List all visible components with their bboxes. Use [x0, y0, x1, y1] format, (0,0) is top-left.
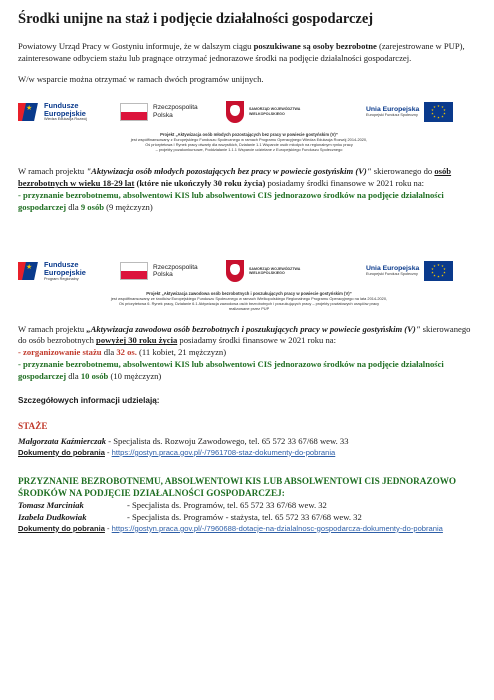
svg-text:★: ★ — [431, 266, 435, 271]
svg-text:★: ★ — [443, 107, 447, 112]
p1-target-group: osób bezrobotnych w wieku 18-29 lat — [18, 166, 452, 189]
project1-caption-line3: Oś priorytetowa I Rynek pracy otwarty dla wszystkich, Działanie 1.1 Wsparcie osób młodych na regionalnym rynku pracy — [145, 142, 353, 148]
staz-docs-link[interactable]: https://gostyn.praca.gov.pl/-/7961708-staz-dokumenty-do-pobrania — [111, 447, 336, 457]
p1-text-f: posiadamy środki finansowe w 2021 roku na: — [265, 178, 425, 189]
svg-text:★: ★ — [443, 270, 447, 275]
project1-caption-line2: jest współfinansowany z Europejskiego Funduszu Społecznego w ramach Programu Operacyjnego Wiedza Edukacja Rozwój 2014-2020, — [130, 137, 368, 143]
eu-flag-icon — [424, 261, 453, 281]
project2-caption-line4: realizowane przez PUP — [228, 306, 270, 312]
polish-flag-icon — [120, 262, 148, 280]
fe-sub: Program Regionalny — [44, 276, 79, 281]
svg-text:★: ★ — [431, 107, 435, 112]
p1-age-note: (które nie ukończyły 30 roku życia) — [134, 178, 266, 189]
pl-line2: Polska — [153, 270, 173, 278]
wielkopolska-logo-2 — [226, 260, 346, 282]
staz-heading: STAŻE — [18, 421, 48, 432]
p2-item1-breakdown: (11 kobiet, 21 mężczyzn) — [136, 347, 227, 358]
wielkopolska-logo — [226, 101, 346, 123]
staz-person-name: Małgorzata Kaźmierczak — [18, 435, 107, 446]
p2-item2-count: 10 osób — [80, 370, 109, 381]
project1-caption — [18, 132, 480, 153]
wlkp-line1: SAMORZĄD WOJEWÓDZTWA — [249, 266, 301, 271]
svg-text:★: ★ — [441, 273, 445, 278]
document-page — [18, 10, 480, 534]
logo-strip-2 — [18, 254, 480, 288]
project2-caption-line2: jest współfinansowany ze środków Europejskiego Funduszu Społecznego w ramach Wielkopolskiego Regionalnego Programu Operacyjnego na lata 2014-2020, — [110, 296, 388, 302]
p2-item2-breakdown: (10 mężczyzn) — [108, 370, 162, 381]
p1-item1-text: - przyznanie bezrobotnemu, absolwentowi KIS lub absolwentowi CIS jednorazowo środków na podjęcie działalności gospodarczej — [18, 190, 444, 212]
staz-contact — [18, 436, 480, 448]
intro-paragraph — [18, 41, 480, 65]
p2-text-a: W ramach projektu — [18, 323, 87, 334]
project1-description — [18, 166, 480, 190]
rzeczpospolita-polska-logo — [120, 103, 222, 121]
fe-line2: Europejskie — [44, 108, 86, 118]
p2-item1-text: - zorganizowanie stażu — [18, 347, 102, 358]
svg-text:★: ★ — [433, 114, 437, 119]
dotacje-person-info: - Specjalista ds. Programów - stażysta, tel. 65 572 33 67/68 wew. 32 — [127, 511, 362, 522]
project1-caption-line4: – projekty pozakonkursowe, Poddziałanie 1.1.1 Wsparcie udzielane z Europejskiego Funduszu Społecznego — [155, 147, 343, 153]
staz-person-info: - Specjalista ds. Rozwoju Zawodowego, tel. 65 572 33 67/68 wew. 33 — [106, 435, 349, 446]
wielkopolska-eagle-icon — [226, 101, 244, 123]
p2-item2-for: dla — [66, 370, 81, 381]
project2-caption-line3: Oś priorytetowa 6. Rynek pracy, Działanie 6.1 Aktywizacja zawodowa osób bezrobotnych i poszukujących pracy – projekty powiatowych urzędów pracy — [118, 301, 380, 307]
project2-item1 — [18, 347, 480, 359]
svg-text:★: ★ — [433, 273, 437, 278]
fe-emblem-icon: ★ — [18, 260, 40, 282]
p2-item1-count: 32 os. — [116, 347, 137, 358]
pl-line1: Rzeczpospolita — [153, 263, 198, 271]
svg-text:★: ★ — [443, 266, 447, 271]
unia-europejska-logo — [366, 102, 453, 122]
svg-text:★: ★ — [441, 104, 445, 109]
pl-line2: Polska — [153, 111, 173, 119]
logo-strip-1 — [18, 95, 480, 129]
dotacje-person-name: Tomasz Marciniak — [18, 500, 84, 511]
staz-docs — [18, 448, 480, 458]
intro-programs: W/w wsparcie można otrzymać w ramach dwóch programów unijnych. — [18, 73, 264, 84]
project2-description — [18, 324, 480, 348]
page-title: Środki unijne na staż i podjęcie działalności gospodarczej — [18, 11, 374, 27]
fe-line2: Europejskie — [44, 267, 86, 277]
p2-target-group: powyżej 30 roku życia — [96, 335, 178, 346]
dotacje-heading: PRZYZNANIE BEZROBOTNEMU, ABSOLWENTOWI KIS LUB ABSOLWENTOWI CIS JEDNORAZOWO ŚRODKÓW NA PODJĘCIE DZIAŁALNOŚCI GOSPODARCZEJ: — [18, 476, 457, 499]
intro-highlight: poszukiwane są osoby bezrobotne — [253, 41, 377, 52]
wlkp-line2: WIELKOPOLSKIEGO — [249, 111, 285, 116]
wielkopolska-eagle-icon — [226, 260, 244, 282]
project1-caption-title: Projekt „Aktywizacja osób młodych pozostających bez pracy w powiecie gostyńskim (V)” — [160, 131, 338, 137]
p2-item2-text: - przyznanie bezrobotnemu, absolwentowi KIS lub absolwentowi CIS jednorazowo środków na podjęcie działalności gospodarczej — [18, 359, 444, 381]
p1-project-name: "Aktywizacja osób młodych pozostających bez pracy w powiecie gostyńskim (V)" — [86, 166, 372, 177]
rzeczpospolita-polska-logo-2 — [120, 262, 222, 280]
fundusze-europejskie-logo — [18, 101, 110, 123]
p1-text-a: W ramach projektu — [18, 166, 87, 177]
svg-text:★: ★ — [441, 114, 445, 119]
svg-text:★: ★ — [431, 111, 435, 116]
intro-text-end: (zarejestrowane w PUP), zainteresowane odbyciem stażu lub pragnące otrzymać jednorazowe środki na podjęcie działalności gospodarczej. — [18, 41, 465, 63]
dotacje-docs — [18, 524, 480, 534]
ue-line2: Europejski Fundusz Społeczny — [366, 113, 418, 118]
polish-flag-icon — [120, 103, 148, 121]
project2-item2 — [18, 359, 480, 383]
project1-item1 — [18, 190, 480, 214]
svg-text:★: ★ — [431, 270, 435, 275]
p1-item1-count: 9 osób — [80, 201, 105, 212]
dotacje-person-info: - Specjalista ds. Programów, tel. 65 572 33 67/68 wew. 32 — [127, 500, 327, 511]
ue-line1: Unia Europejska — [366, 105, 420, 113]
unia-europejska-logo-2 — [366, 261, 453, 281]
eu-flag-icon — [424, 102, 453, 122]
p1-item1-breakdown: (9 mężczyzn) — [104, 201, 153, 212]
dotacje-contact-1 — [18, 500, 480, 512]
fe-emblem-icon: ★ — [18, 101, 40, 123]
staz-docs-label: Dokumenty do pobrania — [18, 447, 105, 457]
dotacje-docs-link[interactable]: https://gostyn.praca.gov.pl/-/7960688-dotacje-na-dzialalnosc-gospodarcza-dokumenty-do-pobrania — [111, 523, 443, 533]
fe-line1: Fundusze — [44, 100, 79, 110]
dotacje-docs-label: Dokumenty do pobrania — [18, 523, 105, 533]
p1-text-c: skierowanego do — [371, 166, 435, 177]
dotacje-docs-sep: - — [104, 523, 112, 533]
dotacje-person-name: Izabela Dudkowiak — [18, 511, 87, 522]
fe-line1: Fundusze — [44, 260, 79, 270]
ue-line2: Europejski Fundusz Społeczny — [366, 272, 418, 277]
intro-text: Powiatowy Urząd Pracy w Gostyniu informuje, że w dalszym ciągu — [18, 41, 254, 52]
details-heading: Szczegółowych informacji udzielają: — [18, 395, 160, 405]
fundusze-europejskie-logo-2 — [18, 260, 110, 282]
project2-caption-title: Projekt „Aktywizacja zawodowa osób bezrobotnych i poszukujących pracy w powiecie gostyńskim (V)” — [146, 290, 352, 296]
svg-text:★: ★ — [437, 262, 441, 267]
wlkp-line2: WIELKOPOLSKIEGO — [249, 270, 285, 275]
svg-text:★: ★ — [441, 263, 445, 268]
svg-text:★: ★ — [437, 103, 441, 108]
wlkp-line1: SAMORZĄD WOJEWÓDZTWA — [249, 107, 301, 112]
svg-text:★: ★ — [433, 263, 437, 268]
fe-sub: Wiedza Edukacja Rozwój — [44, 117, 87, 122]
pl-line1: Rzeczpospolita — [153, 104, 198, 112]
p2-text-c: skierowanego do osób bezrobotnych — [18, 323, 471, 346]
p2-item1-for: dla — [101, 347, 117, 358]
staz-docs-sep: - — [104, 447, 112, 457]
p2-text-e: posiadamy środki finansowe w 2021 roku na: — [177, 335, 337, 346]
p1-item1-for: dla — [66, 201, 81, 212]
svg-text:★: ★ — [433, 104, 437, 109]
ue-line1: Unia Europejska — [366, 265, 420, 272]
svg-text:★: ★ — [443, 111, 447, 116]
svg-text:★: ★ — [437, 274, 441, 279]
p2-project-name: „Aktywizacja zawodowa osób bezrobotnych i poszukujących pracy w powiecie gostyńskim (V)" — [86, 323, 421, 334]
svg-text:★: ★ — [437, 115, 441, 120]
dotacje-contact-2 — [18, 512, 480, 524]
project2-caption — [18, 291, 480, 312]
